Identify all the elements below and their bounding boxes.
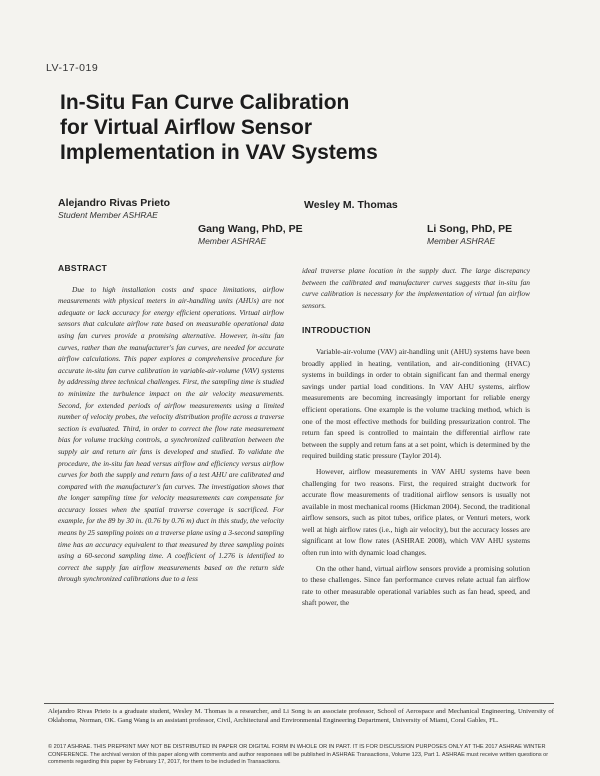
- author-affiliation: Member ASHRAE: [198, 236, 267, 246]
- copyright-notice: © 2017 ASHRAE. THIS PREPRINT MAY NOT BE DISTRIBUTED IN PAPER OR DIGITAL FORM IN WHOLE OR IN PART. IT IS FOR DISCUSSION PURPOSES ONLY AT THE 2017 ASHRAE WINTER CONFERENCE. The archival version of this paper along with comments and author responses will be published in ASHRAE Transactions, Volume 123, Part 1. ASHRAE must receive written questions or comments regarding this paper by February 17, 2017, for them to be included in Transactions.: [48, 744, 549, 766]
- paper-id: LV-17-019: [46, 62, 99, 74]
- author-block: [198, 223, 303, 246]
- paragraph: On the other hand, virtual airflow sensors provide a promising solution to these challenges. Since fan performance curves relate actual fan airflow rate to other measurable operational variables such as fan head, speed, and shaft power, the: [302, 563, 530, 608]
- title-line: for Virtual Airflow Sensor: [60, 116, 313, 139]
- author-name: Alejandro Rivas Prieto: [58, 197, 171, 209]
- title-line: Implementation in VAV Systems: [60, 141, 378, 164]
- author-name: Gang Wang, PhD, PE: [198, 223, 303, 235]
- paragraph: Variable-air-volume (VAV) air-handling unit (AHU) systems have been broadly applied in heating, ventilation, and air-conditioning (HVAC) systems in buildings in order to obtain significant fan and thermal energy savings under partial load conditions. In VAV AHU systems, airflow measurements are becoming increasingly important for reliable energy efficient operations. One example is the volume tracking method, which is one of the most effective methods for building pressurization control. The return fan speed is controlled to maintain the differential airflow rate between the supply and return fans at a set point, which is determined by the required building static pressure (Taylor 2014).: [302, 346, 530, 461]
- title-line: In-Situ Fan Curve Calibration: [60, 91, 350, 114]
- author-affiliation: Student Member ASHRAE: [58, 210, 158, 220]
- abstract-text: Due to high installation costs and space limitations, airflow measurements with physical meters in air-handling units (AHUs) are not adequate or lack accuracy for energy efficient operations. Virtual airflow sensors that calculate airflow rate based on measurable operational data using fan curves provide a promising alternative. However, in-situ fan curves, rather than the manufacturer's fan curves, are needed for accurate airflow calculations. This paper explores a comprehensive procedure for accurate in-situ fan curve calibration in variable-air-volume (VAV) systems by addressing three technical challenges. First, the sampling time is studied to minimize the turbulence impact on the air velocity measurements. Second, for extended periods of airflow measurements using a limited number of velocity probes, the velocity distribution profile across a traverse section is evaluated. Third, in order to correct the flow rate measurement bias for volume tracking controls, a synchronized calibration between the supply air and return air fans is developed and studied. To validate the procedure, the in-situ fan head versus airflow and efficiency versus airflow curves for both the supply and return fans of a test AHU are calibrated and compared with the manufacturer's fan curves. The investigation shows that the longer sampling time for velocity measurements can compensate for accuracy losses when the spatial traverse coverage is sacrificed. For example, for the 89 by 30 in. (0.76 by 0.76 m) duct in this study, the velocity means by 25 sampling points on a traverse plane using a 3-second sampling time has an accuracy equivalent to that measured by three sampling points using a 60-second sampling time. A coefficient of 1.276 is identified to correct the supply fan airflow measurements based on the return side through synchronized calibrations due to a less: [58, 284, 284, 584]
- abstract-heading: ABSTRACT: [58, 263, 108, 273]
- author-block: [58, 197, 170, 220]
- paragraph: However, airflow measurements in VAV AHU systems have been challenging for two reasons. First, the required straight ductwork for accurate flow measurements of traditional airflow sensors is usually not available in most mechanical rooms (Hickman 2004). Second, the traditional airflow sensors, such as pitot tubes, orifice plates, or Venturi meters, work well at high airflow rates (i.e., high air velocity), but the accuracy losses are significant at low flow rates (ASHRAE 2008), which VAV AHU systems often run into with dynamic load changes.: [302, 466, 530, 558]
- abstract-section: [58, 263, 284, 585]
- introduction-heading: INTRODUCTION: [302, 325, 371, 336]
- footnote-divider: [44, 703, 554, 704]
- author-name: Li Song, PhD, PE: [427, 223, 513, 235]
- author-name: Wesley M. Thomas: [304, 199, 398, 211]
- author-affiliation: Member ASHRAE: [427, 236, 496, 246]
- author-footnote: Alejandro Rivas Prieto is a graduate student, Wesley M. Thomas is a researcher, and Li Song is an associate professor, School of Aerospace and Mechanical Engineering, University of Oklahoma, Norman, OK. Gang Wang is an assistant professor, Civil, Architectural and Environmental Engineering Department, University of Miami, Coral Gables, FL.: [48, 708, 554, 725]
- author-block: [427, 223, 512, 246]
- paper-title: [60, 90, 540, 165]
- right-column: [302, 265, 530, 613]
- abstract-continuation: ideal traverse plane location in the supply duct. The large discrepancy between the calibrated and manufacturer curves suggests that in-situ fan curve calibration is necessary for the implementation of virtual fan airflow sensors.: [302, 266, 530, 310]
- author-block: [304, 199, 398, 211]
